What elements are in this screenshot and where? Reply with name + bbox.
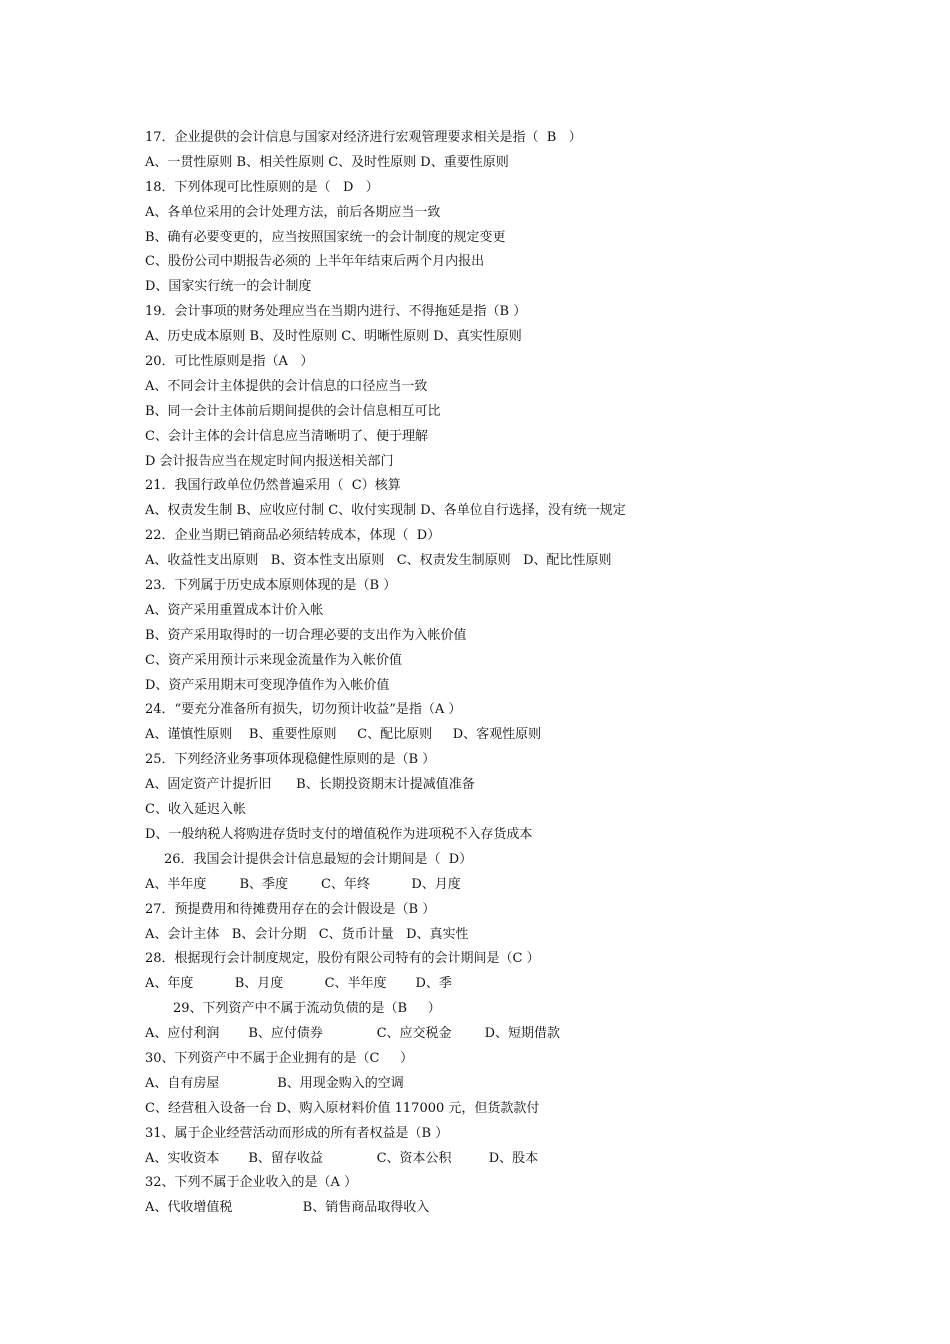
option-18-d: D、国家实行统一的会计制度 bbox=[145, 279, 312, 295]
question-19: 19．会计事项的财务处理应当在当期内进行、不得拖延是指（B ） bbox=[145, 304, 527, 320]
options-29: A、应付利润 B、应付债券 C、应交税金 D、短期借款 bbox=[145, 1026, 561, 1042]
question-24: 24．“要充分准备所有损失，切勿预计收益”是指（A ） bbox=[145, 702, 462, 718]
option-18-a: A、各单位采用的会计处理方法，前后各期应当一致 bbox=[145, 204, 441, 220]
option-23-c: C、资产采用预计示来现金流量作为入帐价值 bbox=[145, 652, 402, 668]
option-25-d: D、一般纳税人将购进存货时支付的增值税作为进项税不入存货成本 bbox=[145, 826, 533, 842]
options-25-ab: A、固定资产计提折旧 B、长期投资期末计提减值准备 bbox=[145, 777, 475, 793]
option-23-b: B、资产采用取得时的一切合理必要的支出作为入帐价值 bbox=[145, 627, 467, 643]
question-25: 25．下列经济业务事项体现稳健性原则的是（B ） bbox=[145, 752, 436, 768]
option-20-b: B、同一会计主体前后期间提供的会计信息相互可比 bbox=[145, 403, 441, 419]
question-32: 32、下列不属于企业收入的是（A ） bbox=[145, 1175, 358, 1191]
option-23-a: A、资产采用重置成本计价入帐 bbox=[145, 602, 324, 618]
option-23-d: D、资产采用期末可变现净值作为入帐价值 bbox=[145, 677, 390, 693]
option-20-c: C、会计主体的会计信息应当清晰明了、便于理解 bbox=[145, 428, 428, 444]
option-25-c: C、收入延迟入帐 bbox=[145, 802, 246, 818]
question-17: 17．企业提供的会计信息与国家对经济进行宏观管理要求相关是指（ B ） bbox=[145, 130, 582, 145]
options-24: A、谨慎性原则 B、重要性原则 C、配比原则 D、客观性原则 bbox=[145, 727, 542, 743]
question-22: 22．企业当期已销商品必须结转成本，体现（ D） bbox=[145, 528, 441, 544]
question-28: 28．根据现行会计制度规定，股份有限公司特有的会计期间是（C ） bbox=[145, 951, 540, 967]
options-31: A、实收资本 B、留存收益 C、资本公积 D、股本 bbox=[145, 1150, 539, 1166]
question-26: 26．我国会计提供会计信息最短的会计期间是（ D） bbox=[164, 851, 473, 867]
option-18-b: B、确有必要变更的，应当按照国家统一的会计制度的规定变更 bbox=[145, 229, 506, 245]
options-22: A、收益性支出原则 B、资本性支出原则 C、权责发生制原则 D、配比性原则 bbox=[145, 553, 612, 569]
options-30-cd: C、经营租入设备一台 D、购入原材料价值 117000 元，但货款款付 bbox=[145, 1100, 540, 1116]
options-26: A、半年度 B、季度 C、年终 D、月度 bbox=[145, 876, 461, 892]
question-27: 27．预提费用和待摊费用存在的会计假设是（B ） bbox=[145, 901, 436, 917]
options-21: A、权责发生制 B、应收应付制 C、收付实现制 D、各单位自行选择，没有统一规定 bbox=[145, 503, 626, 519]
options-19: A、历史成本原则 B、及时性原则 C、明晰性原则 D、真实性原则 bbox=[145, 329, 522, 345]
question-21: 21．我国行政单位仍然普遍采用（ C）核算 bbox=[145, 478, 401, 494]
option-20-a: A、不同会计主体提供的会计信息的口径应当一致 bbox=[145, 378, 428, 394]
options-32-ab: A、代收增值税 B、销售商品取得收入 bbox=[145, 1200, 430, 1216]
document-body bbox=[145, 126, 865, 1221]
question-23: 23．下列属于历史成本原则体现的是（B ） bbox=[145, 578, 397, 594]
question-31: 31、属于企业经营活动而形成的所有者权益是（B ） bbox=[145, 1125, 449, 1141]
option-18-c: C、股份公司中期报告必须的 上半年年结束后两个月内报出 bbox=[145, 254, 485, 270]
options-17: A、一贯性原则 B、相关性原则 C、及时性原则 D、重要性原则 bbox=[145, 154, 509, 170]
question-29: 29、下列资产中不属于流动负债的是（B ） bbox=[173, 1001, 441, 1017]
options-27: A、会计主体 B、会计分期 C、货币计量 D、真实性 bbox=[145, 926, 469, 942]
options-28: A、年度 B、月度 C、半年度 D、季 bbox=[145, 976, 452, 992]
options-30-ab: A、自有房屋 B、用现金购入的空调 bbox=[145, 1075, 404, 1091]
question-18: 18．下列体现可比性原则的是（ D ） bbox=[145, 179, 379, 195]
question-20: 20．可比性原则是指（A ） bbox=[145, 354, 314, 370]
option-20-d: D 会计报告应当在规定时间内报送相关部门 bbox=[145, 453, 394, 469]
question-30: 30、下列资产中不属于企业拥有的是（C ） bbox=[145, 1050, 414, 1066]
